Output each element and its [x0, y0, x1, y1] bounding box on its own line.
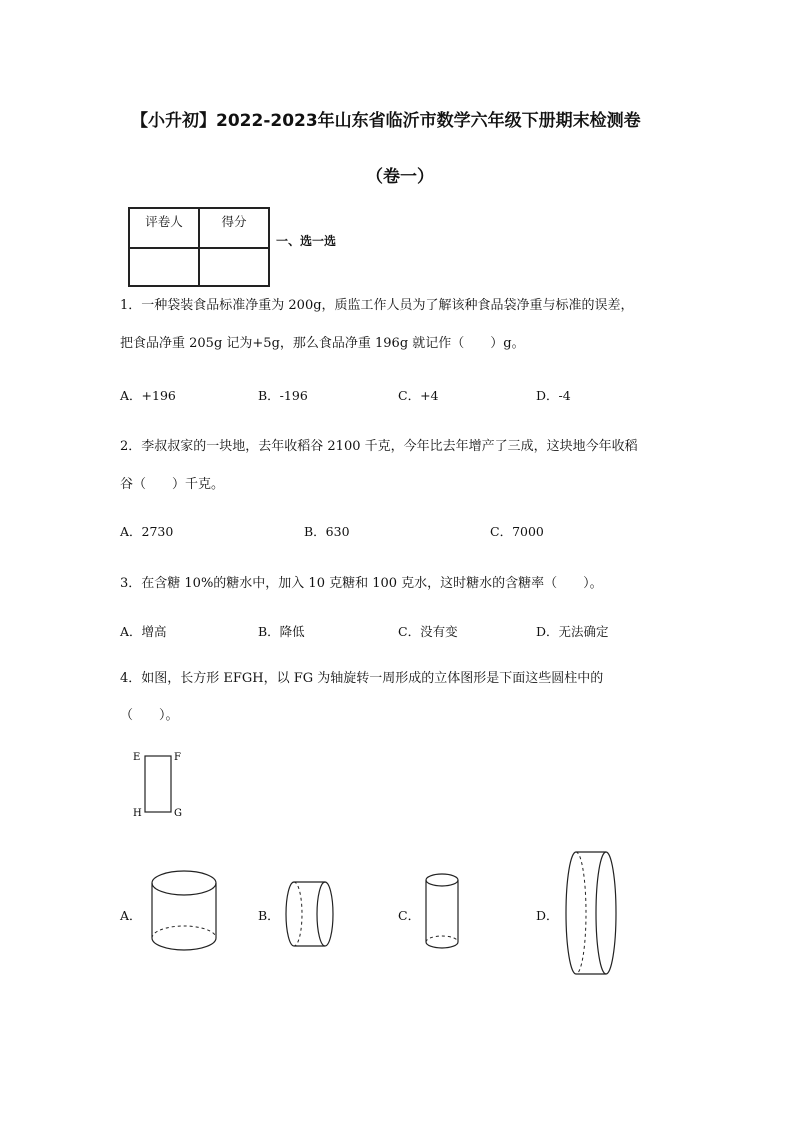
- question-1-option-b: B．-196: [258, 388, 308, 403]
- cylinder-a-figure: [150, 868, 220, 952]
- question-3-option-d: D．无法确定: [536, 624, 609, 639]
- question-3-option-b: B．降低: [258, 624, 305, 639]
- question-4-line-2: （ ）。: [120, 708, 179, 723]
- rectangle-efgh: [145, 756, 171, 812]
- question-1-option-d: D．-4: [536, 388, 571, 403]
- label-g: G: [174, 808, 182, 819]
- label-f: F: [174, 752, 181, 763]
- rectangle-efgh-figure: [128, 744, 208, 824]
- label-h: H: [133, 808, 142, 819]
- question-2-option-c: C．7000: [490, 524, 544, 539]
- score-table-grader-cell: [129, 248, 199, 286]
- question-4-option-c: C．: [398, 908, 421, 923]
- question-3-option-a: A．增高: [120, 624, 167, 639]
- cylinder-d-figure: [562, 850, 626, 980]
- question-4-option-d: D．: [536, 908, 559, 923]
- question-1-option-c: C．+4: [398, 388, 439, 403]
- score-table-grader-header: 评卷人: [129, 208, 199, 248]
- question-1-option-a: A．+196: [120, 388, 176, 403]
- question-1-line-1: 1．一种袋装食品标准净重为 200g，质监工作人员为了解该种食品袋净重与标准的误差，: [120, 298, 634, 313]
- page-title: 【小升初】2022-2023年山东省临沂市数学六年级下册期末检测卷: [131, 111, 641, 131]
- question-2-line-2: 谷（ ）千克。: [120, 477, 225, 492]
- section-heading: 一、选一选: [276, 234, 337, 248]
- question-3-line-1: 3．在含糖 10%的糖水中，加入 10 克糖和 100 克水，这时糖水的含糖率（ ）。: [120, 576, 603, 591]
- cylinder-b-figure: [284, 878, 336, 950]
- label-e: E: [133, 752, 141, 763]
- question-3-option-c: C．没有变: [398, 624, 458, 639]
- question-1-line-2: 把食品净重 205g 记为+5g，那么食品净重 196g 就记作（ ）g。: [120, 336, 525, 351]
- score-table: [128, 207, 270, 287]
- cylinder-c-figure: [424, 872, 464, 952]
- score-table-score-cell: [199, 248, 269, 286]
- question-2-option-a: A．2730: [120, 524, 174, 539]
- question-2-line-1: 2．李叔叔家的一块地，去年收稻谷 2100 千克，今年比去年增产了三成，这块地今年收稻: [120, 439, 638, 454]
- page-subtitle: （卷一）: [366, 167, 434, 187]
- question-4-line-1: 4．如图，长方形 EFGH，以 FG 为轴旋转一周形成的立体图形是下面这些圆柱中的: [120, 671, 604, 686]
- question-4-option-b: B．: [258, 908, 280, 923]
- question-4-option-a: A．: [120, 908, 142, 923]
- question-2-option-b: B．630: [304, 524, 350, 539]
- score-table-score-header: 得分: [199, 208, 269, 248]
